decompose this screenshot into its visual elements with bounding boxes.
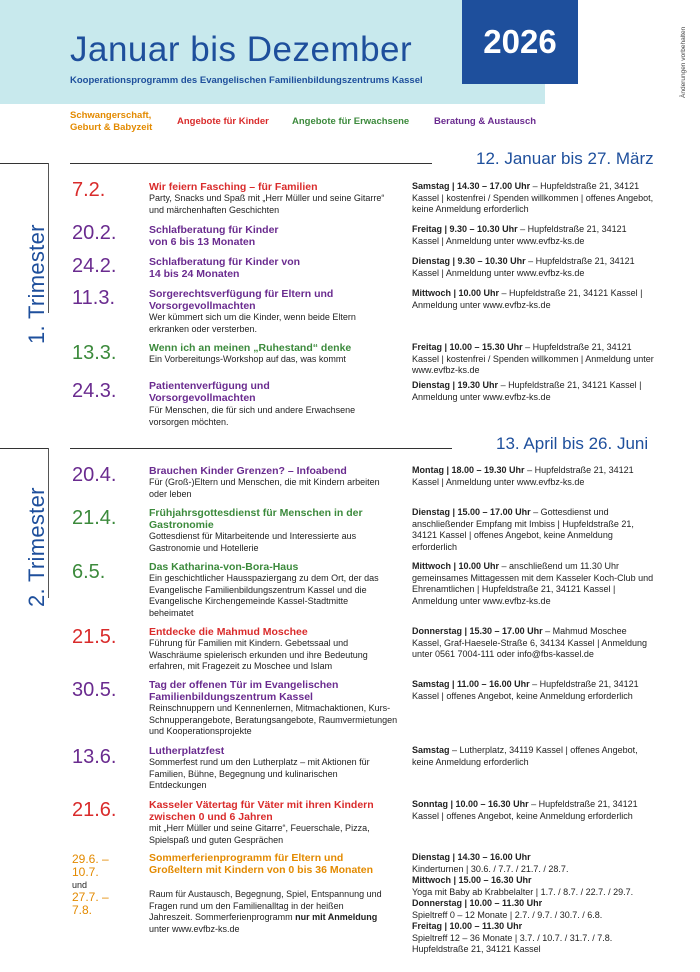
event-when: Sonntag | 10.00 – 16.30 Uhr: [412, 799, 529, 809]
event-date: 11.3.: [72, 287, 115, 309]
trimester-1-rule: [70, 163, 432, 164]
trimester-1-period: 12. Januar bis 27. März: [476, 149, 654, 168]
event-title: Patientenverfügung und Vorsorgevollmachten: [149, 380, 270, 404]
event-when: Dienstag | 9.30 – 10.30 Uhr: [412, 256, 526, 266]
summer-desc-text: Raum für Austausch, Begegnung, Spiel, Entspannung und Fragen rund um den Familienalltag in der heißen Jahreszeit.: [149, 889, 382, 922]
event-date: 6.5.: [72, 561, 106, 583]
event-date: 20.2.: [72, 222, 117, 244]
event-location: – anschließend um 11.30 Uhr gemeinsames Mittagessen mit dem Kasseler Koch-Club und Ehrenamtlichen | Hupfeldstraße 21, 34121 Kassel | Anmeldung unter www.evfbz-ks.de: [412, 561, 654, 606]
event-info: [412, 745, 656, 768]
event-when: Samstag: [412, 745, 450, 755]
event-info: [412, 626, 656, 661]
summer-date-3: 27.7. –: [72, 890, 109, 904]
event-location: – Hupfeldstraße 21, 34121 Kassel | Anmeldung unter www.evfbz-ks.de: [412, 256, 635, 278]
schedule-what: Spieltreff 12 – 36 Monate | 3.7. / 10.7. / 31.7. / 7.8.: [412, 932, 613, 943]
event-when: Donnerstag | 15.30 – 17.00 Uhr: [412, 626, 543, 636]
event-info: [412, 380, 656, 403]
event-title: Entdecke die Mahmud Moschee: [149, 626, 308, 638]
trimester-1-label: 1. Trimester: [24, 224, 49, 344]
event-info: [412, 342, 656, 377]
trimester-2-rule-left: [0, 448, 48, 449]
event-location: – Hupfeldstraße 21, 34121 Kassel | kostenfrei / Spenden willkommen | Anmeldung unter www.evfbz-ks.de: [412, 342, 654, 375]
trimester-2-period: 13. April bis 26. Juni: [496, 434, 649, 453]
event-location: – Hupfeldstraße 21, 34121 Kassel | Anmeldung unter www.evfbz-ks.de: [412, 465, 634, 487]
category-pregnancy: [70, 110, 152, 134]
event-title: Schlafberatung für Kinder von 14 bis 24 Monaten: [149, 256, 301, 280]
schedule-address: Hupfeldstraße 21, 34121 Kassel: [412, 944, 541, 954]
event-info: [412, 799, 656, 822]
event-description: Ein Vorbereitungs-Workshop auf das, was kommt: [149, 354, 346, 364]
event-date: 21.4.: [72, 507, 117, 529]
category-pregnancy-line2: Geburt & Babyzeit: [70, 122, 153, 133]
event-description: Sommerfest rund um den Lutherplatz – mit Aktionen für Familien, Bühne, Begegnung und kulinarischen Entdeckungen: [149, 757, 370, 790]
event-when: Montag | 18.00 – 19.30 Uhr: [412, 465, 525, 475]
schedule-when: Dienstag | 14.30 – 16.00 Uhr: [412, 852, 531, 862]
schedule-when: Freitag | 10.00 – 11.30 Uhr: [412, 921, 523, 931]
event-description: Führung für Familien mit Kindern. Gebetssaal und Waschräume spielerisch erkunden und ihre Bedeutung erfahren, mit Fragezeit zu Moschee und Islam: [149, 638, 368, 671]
event-location: – Hupfeldstraße 21, 34121 Kassel | Anmeldung unter www.evfbz-ks.de: [412, 288, 643, 310]
summer-and: und: [72, 880, 88, 890]
event-when: Samstag | 14.30 – 17.00 Uhr: [412, 181, 531, 191]
trimester-2-label: 2. Trimester: [24, 487, 49, 607]
schedule-entry: [412, 921, 662, 933]
schedule-what: Yoga mit Baby ab Krabbelalter | 1.7. / 8.7. / 22.7. / 29.7.: [412, 886, 634, 897]
summer-date-2: 10.7.: [72, 865, 99, 879]
event-date: 21.6.: [72, 799, 117, 821]
event-date: 24.2.: [72, 255, 117, 277]
event-info: [412, 181, 656, 216]
summer-desc-prefix: Sommerferienprogramm: [195, 912, 296, 922]
category-children: Angebote für Kinder: [177, 116, 269, 127]
category-advice: Beratung & Austausch: [434, 116, 537, 127]
trimester-1-rule-left: [0, 163, 48, 164]
event-title: Das Katharina-von-Bora-Haus: [149, 561, 299, 573]
event-description: Ein geschichtlicher Hausspaziergang zu dem Ort, der das Evangelische Familienbildungszentrum Kassel und die Evangelische Kirchengemeinde Kassel-Stadtmitte beheimatet: [149, 573, 379, 618]
event-date: 13.3.: [72, 342, 117, 364]
event-when: Mittwoch | 10.00 Uhr: [412, 561, 500, 571]
event-info: [412, 224, 656, 247]
event-info: [412, 288, 656, 311]
event-description: Reinschnuppern und Kennenlernen, Mitmachaktionen, Kurs-Schnupperangebote, Beratungsangebote, Raumvermietungen und Kooperationsprojekte: [149, 703, 398, 736]
event-location: – Hupfeldstraße 21, 34121 Kassel | offenes Angebot, keine Anmeldung erforderlich: [412, 679, 639, 701]
event-location: – Lutherplatz, 34119 Kassel | offenes Angebot, keine Anmeldung erforderlich: [412, 745, 638, 767]
event-title: Wir feiern Fasching – für Familien: [149, 181, 318, 193]
category-pregnancy-line1: Schwangerschaft,: [70, 110, 152, 121]
event-description: mit „Herr Müller und seine Gitarre“, Feuerschale, Pizza, Spielspaß und guten Gesprächen: [149, 823, 370, 845]
event-date: 13.6.: [72, 746, 117, 768]
summer-date-1: 29.6. –: [72, 852, 109, 866]
summer-desc-url: unter www.evfbz-ks.de: [149, 923, 240, 934]
event-when: Samstag | 11.00 – 16.00 Uhr: [412, 679, 530, 689]
event-title: Sorgerechtsverfügung für Eltern und Vorsorgevollmachten: [149, 288, 334, 312]
schedule-entry: [412, 898, 662, 910]
schedule-when: Donnerstag | 10.00 – 11.30 Uhr: [412, 898, 543, 908]
schedule-when: Mittwoch | 15.00 – 16.30 Uhr: [412, 875, 532, 885]
event-title: Wenn ich an meinen „Ruhestand“ denke: [149, 342, 352, 354]
event-info: [412, 256, 656, 279]
event-when: Dienstag | 19.30 Uhr: [412, 380, 499, 390]
trimester-2-rule: [70, 448, 452, 449]
side-note: Änderungen vorbehalten: [680, 26, 687, 98]
event-description: Für Menschen, die für sich und andere Erwachsene vorsorgen möchten.: [149, 405, 356, 427]
event-title: Frühjahrsgottesdienst für Menschen in der Gastronomie: [149, 507, 363, 531]
event-location: – Hupfeldstraße 21, 34121 Kassel | Anmeldung unter www.evfbz-ks.de: [412, 224, 627, 246]
event-location: – Hupfeldstraße 21, 34121 Kassel | offenes Angebot, keine Anmeldung erforderlich: [412, 799, 638, 821]
event-title: Kasseler Vätertag für Väter mit ihren Kindern zwischen 0 und 6 Jahren: [149, 799, 374, 823]
event-when: Dienstag | 15.00 – 17.00 Uhr: [412, 507, 531, 517]
event-title: Brauchen Kinder Grenzen? – Infoabend: [149, 465, 347, 477]
event-when: Mittwoch | 10.00 Uhr: [412, 288, 500, 298]
event-date: 21.5.: [72, 626, 117, 648]
event-info: [412, 465, 656, 488]
year-badge: 2026: [462, 0, 578, 84]
event-date: 7.2.: [72, 179, 106, 201]
event-location: – Mahmud Moschee Kassel, Graf-Haesele-Straße 6, 34134 Kassel | Anmeldung unter 0561 7004-111 oder info@fbs-kassel.de: [412, 626, 647, 659]
event-location: – Gottesdienst und anschließender Empfang mit Imbiss | Hupfeldstraße 21, 34121 Kassel | offenes Angebot, keine Anmeldung erforderlich: [412, 507, 634, 552]
event-info: [412, 507, 656, 553]
summer-date-4: 7.8.: [72, 903, 93, 917]
summer-dates: [72, 853, 109, 917]
event-title: Lutherplatzfest: [149, 745, 225, 757]
schedule-what: Spieltreff 0 – 12 Monate | 2.7. / 9.7. / 30.7. / 6.8.: [412, 909, 603, 920]
event-when: Freitag | 10.00 – 15.30 Uhr: [412, 342, 523, 352]
event-title: Tag der offenen Tür im Evangelischen Familienbildungszentrum Kassel: [149, 679, 339, 703]
page-subtitle: Kooperationsprogramm des Evangelischen Familienbildungszentrums Kassel: [70, 75, 423, 86]
event-description: Wer kümmert sich um die Kinder, wenn beide Eltern erkranken oder versterben.: [149, 312, 356, 334]
event-when: Freitag | 9.30 – 10.30 Uhr: [412, 224, 518, 234]
event-info: [412, 561, 656, 607]
summer-description: [149, 889, 384, 935]
event-date: 30.5.: [72, 679, 117, 701]
category-adults: Angebote für Erwachsene: [292, 116, 410, 127]
event-info: [412, 679, 656, 702]
event-description: Gottesdienst für Mitarbeitende und Interessierte aus Gastronomie und Hotellerie: [149, 531, 357, 553]
event-description: Party, Snacks und Spaß mit „Herr Müller und seine Gitarre“ und märchenhaften Geschichten: [149, 193, 385, 215]
event-description: Für (Groß-)Eltern und Menschen, die mit Kindern arbeiten oder leben: [149, 477, 380, 499]
summer-desc-bold: nur mit Anmeldung: [295, 912, 378, 922]
event-location: – Hupfeldstraße 21, 34121 Kassel | kostenfrei / Spenden willkommen | offenes Angebot, keine Anmeldung erforderlich: [412, 181, 654, 214]
schedule-entry: [412, 852, 662, 864]
summer-title: Sommerferienprogramm für Eltern und Großeltern mit Kindern von 0 bis 36 Monaten: [149, 852, 374, 876]
summer-schedule: [412, 852, 662, 956]
event-title: Schlafberatung für Kinder von 6 bis 13 Monaten: [149, 224, 279, 248]
event-date: 20.4.: [72, 464, 117, 486]
schedule-what: Kinderturnen | 30.6. / 7.7. / 21.7. / 28.7.: [412, 863, 569, 874]
event-location: – Hupfeldstraße 21, 34121 Kassel | Anmeldung unter www.evfbz-ks.de: [412, 380, 642, 402]
schedule-entry: [412, 875, 662, 887]
page-title: Januar bis Dezember: [70, 30, 413, 69]
event-date: 24.3.: [72, 380, 117, 402]
